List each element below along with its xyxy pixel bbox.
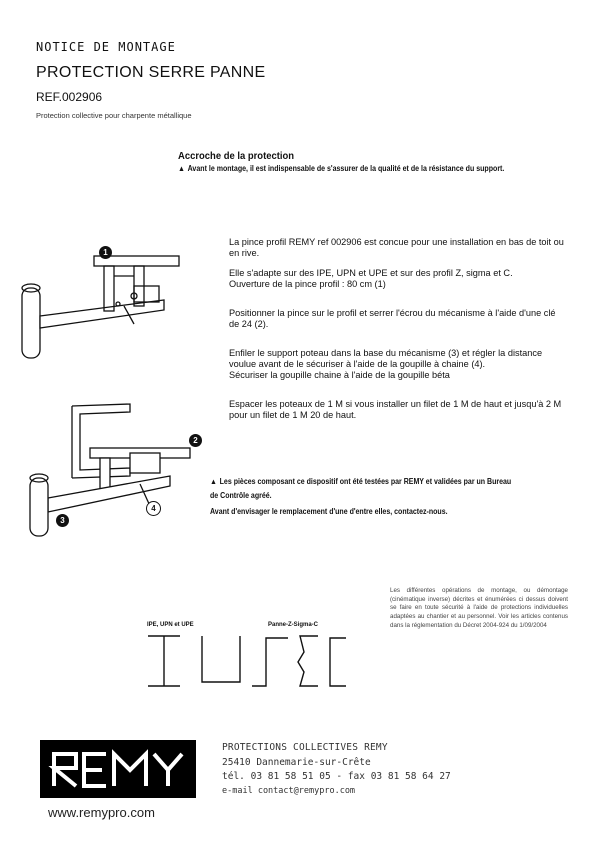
compatibility-text: Elle s'adapte sur des IPE, UPN et UPE et sur des profil Z, sigma et C. [229, 268, 513, 278]
page-title: PROTECTION SERRE PANNE [36, 64, 266, 81]
instruction-paragraph-3: Positionner la pince sur le profil et serrer l'écrou du mécanisme à l'aide d'une clé de 24 (2). [229, 308, 556, 329]
instruction-paragraph-2 [229, 268, 565, 290]
opening-text: Ouverture de la pince profil : 80 cm (1) [229, 279, 386, 289]
warning-icon: ▲ [178, 164, 185, 173]
tested-note-line1: Les pièces composant ce dispositif ont été testées par REMY et validées par un Bureau [219, 477, 512, 486]
callout-3: 3 [56, 514, 69, 527]
profile-label-panne: Panne-Z-Sigma-C [268, 622, 319, 628]
profile-label-ipe: IPE, UPN et UPE [147, 622, 194, 628]
pole-support-text: Enfiler le support poteau dans la base du mécanisme (3) et régler la distance voulue avant de le sécuriser à l'aide de la goupille à chaine (4). [229, 348, 543, 369]
company-phone: tél. 03 81 58 51 05 - fax 03 81 58 64 27 [222, 771, 451, 782]
legal-note: Les différentes opérations de montage, ou démontage (cinématique inverse) décrites et énumérées ci dessus doivent se faire en toute sécurité à l'aide de protections individuelles adaptées au chantier et au personnel. Voir les articles contenus dans la réglementation du Décret 2004-924 du 1/09/2004 [390, 587, 568, 629]
company-address: 25410 Dannemarie-sur-Crête [222, 757, 371, 768]
replacement-note: Avant d'envisager le remplacement d'une d'entre elles, contactez-nous. [210, 507, 448, 516]
profiles-drawing [140, 632, 350, 692]
pin-security-text: Sécuriser la goupille chaine à l'aide de la goupille béta [229, 370, 450, 380]
tested-note [210, 475, 534, 503]
remy-logo [40, 740, 196, 798]
company-email[interactable]: e-mail contact@remypro.com [222, 786, 356, 796]
warning-line [178, 164, 504, 173]
instruction-paragraph-1: La pince profil REMY ref 002906 est concue pour une installation en bas de toit ou en rive. [229, 237, 564, 258]
clamp-figure-top [14, 240, 214, 370]
page-subtitle: Protection collective pour charpente métallique [36, 111, 192, 120]
warning-icon: ▲ [210, 477, 217, 486]
warning-text: Avant le montage, il est indispensable de s'assurer de la qualité et de la résistance du support. [187, 164, 505, 173]
instruction-paragraph-5: Espacer les poteaux de 1 M si vous installer un filet de 1 M de haut et jusqu'à 2 M pour un filet de 1 M 20 de haut. [229, 399, 562, 420]
callout-1: 1 [99, 246, 112, 259]
notice-label: NOTICE DE MONTAGE [36, 40, 176, 54]
website-link[interactable]: www.remypro.com [48, 805, 155, 820]
tested-note-line2: de Contrôle agréé. [210, 491, 272, 500]
instruction-paragraph-4 [229, 348, 565, 381]
company-name: PROTECTIONS COLLECTIVES REMY [222, 742, 388, 753]
section-heading: Accroche de la protection [178, 150, 295, 162]
remy-logo-mark [40, 740, 196, 798]
callout-2: 2 [189, 434, 202, 447]
callout-4: 4 [146, 501, 161, 516]
clamp-figure-bottom [20, 398, 210, 548]
product-reference: REF.002906 [36, 90, 103, 104]
